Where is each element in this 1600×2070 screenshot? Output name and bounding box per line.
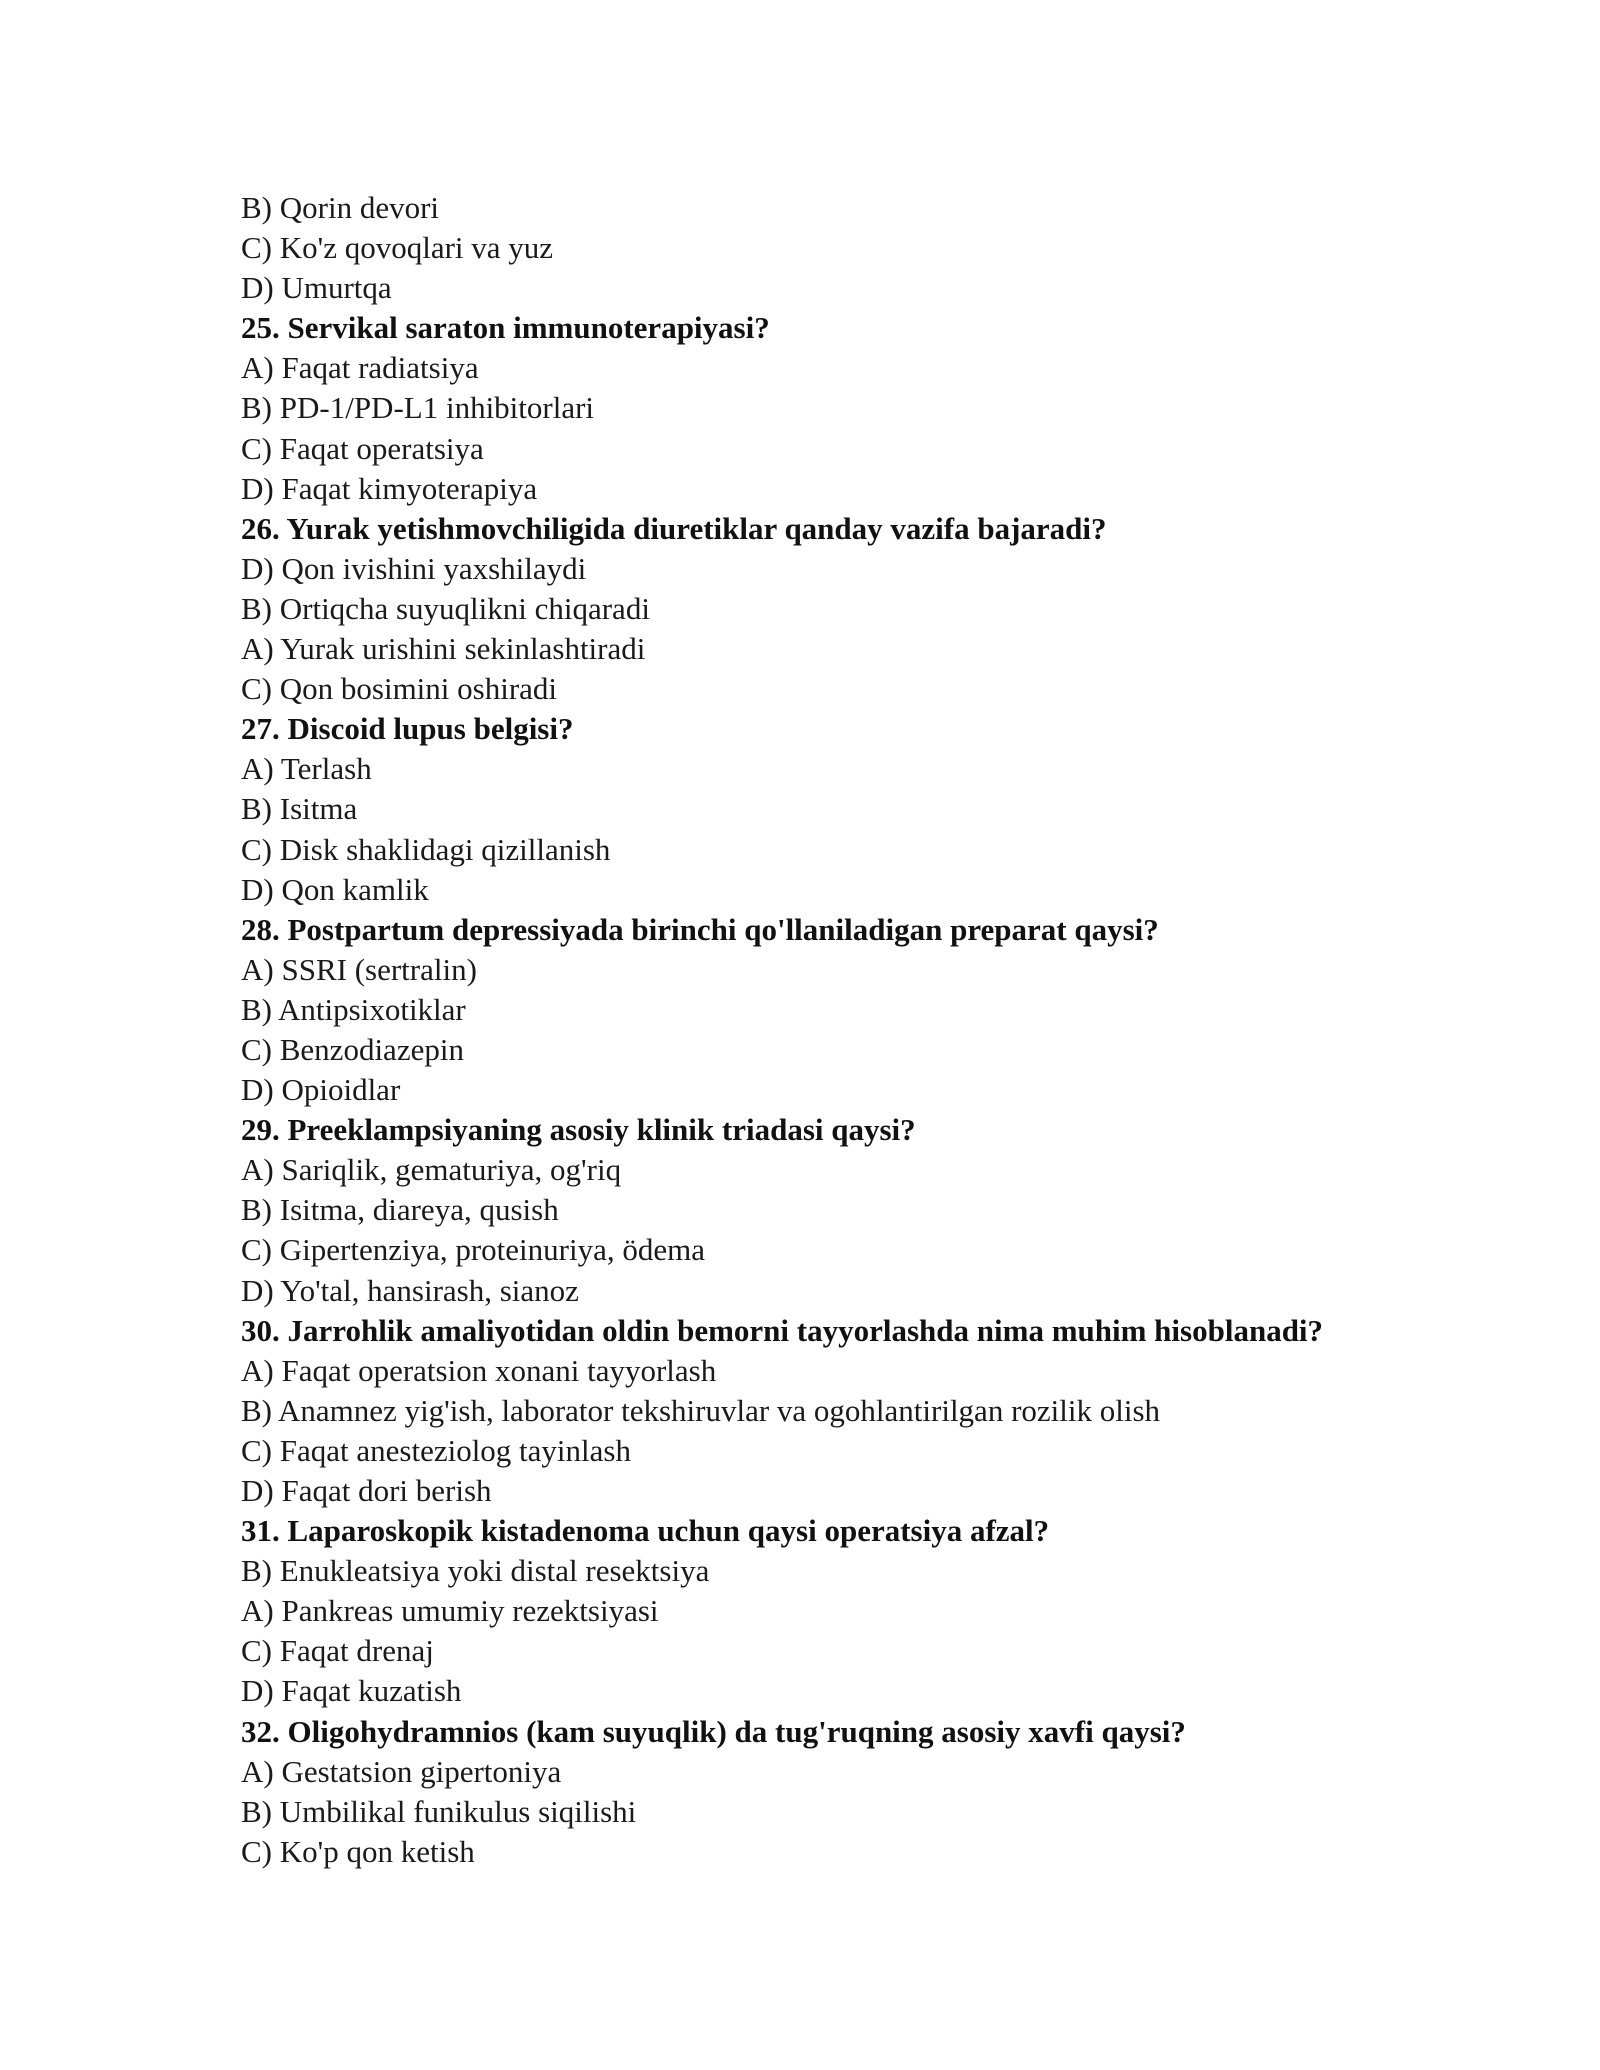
question-text: 29. Preeklampsiyaning asosiy klinik triadasi qaysi?: [241, 1112, 916, 1148]
question-block-29: [241, 1110, 1441, 1310]
question-block-28: [241, 910, 1441, 1110]
question-block-25: [241, 308, 1441, 508]
answer-option: B) Ortiqcha suyuqlikni chiqaradi: [241, 590, 650, 626]
answer-option: A) Gestatsion gipertoniya: [241, 1753, 562, 1789]
answer-option: C) Ko'z qovoqlari va yuz: [241, 230, 554, 266]
question-block-27: [241, 709, 1441, 909]
answer-option: D) Yo'tal, hansirash, sianoz: [241, 1272, 579, 1308]
answer-option: A) Terlash: [241, 751, 372, 787]
answer-option: D) Faqat kuzatish: [241, 1673, 462, 1709]
question-block-32: [241, 1712, 1441, 1872]
question-text: 28. Postpartum depressiyada birinchi qo'llaniladigan preparat qaysi?: [241, 911, 1159, 947]
question-block-31: [241, 1511, 1441, 1711]
question-text: 25. Servikal saraton immunoterapiyasi?: [241, 310, 770, 346]
answer-option: A) Pankreas umumiy rezektsiyasi: [241, 1593, 659, 1629]
answer-option: C) Ko'p qon ketish: [241, 1833, 475, 1869]
answer-option: B) Qorin devori: [241, 190, 440, 225]
answer-option: A) Faqat operatsion xonani tayyorlash: [241, 1352, 717, 1388]
answer-option: D) Opioidlar: [241, 1072, 401, 1108]
answer-option: D) Faqat kimyoterapiya: [241, 470, 538, 506]
question-block-30: [241, 1311, 1441, 1511]
answer-option: B) Antipsixotiklar: [241, 991, 466, 1027]
answer-option: D) Faqat dori berish: [241, 1473, 492, 1508]
answer-option: D) Qon ivishini yaxshilaydi: [241, 550, 587, 586]
answer-option: C) Disk shaklidagi qizillanish: [241, 831, 611, 867]
question-text: 32. Oligohydramnios (kam suyuqlik) da tug'ruqning asosiy xavfi qaysi?: [241, 1713, 1186, 1749]
answer-option: B) Isitma: [241, 791, 358, 827]
quiz-content: [241, 188, 1441, 1872]
answer-option: C) Faqat operatsiya: [241, 430, 484, 466]
answer-option: C) Gipertenziya, proteinuriya, ödema: [241, 1232, 705, 1268]
question-text: 31. Laparoskopik kistadenoma uchun qaysi operatsiya afzal?: [241, 1513, 1050, 1549]
question-text: 30. Jarrohlik amaliyotidan oldin bemorni tayyorlashda nima muhim hisoblanadi?: [241, 1312, 1324, 1348]
answer-option: B) Umbilikal funikulus siqilishi: [241, 1793, 637, 1829]
answer-option: B) Anamnez yig'ish, laborator tekshiruvlar va ogohlantirilgan rozilik olish: [241, 1392, 1161, 1428]
answer-option: A) SSRI (sertralin): [241, 951, 477, 987]
answer-option: B) Enukleatsiya yoki distal resektsiya: [241, 1553, 710, 1589]
answer-option: D) Umurtqa: [241, 270, 392, 306]
answer-option: B) Isitma, diareya, qusish: [241, 1192, 559, 1228]
answer-option: A) Faqat radiatsiya: [241, 350, 479, 386]
answer-option: B) PD-1/PD-L1 inhibitorlari: [241, 390, 595, 426]
question-text: 27. Discoid lupus belgisi?: [241, 711, 574, 747]
answer-option: D) Qon kamlik: [241, 871, 429, 907]
answer-option: C) Faqat drenaj: [241, 1633, 434, 1669]
answer-option: A) Sariqlik, gematuriya, og'riq: [241, 1152, 622, 1188]
answer-option: C) Qon bosimini oshiradi: [241, 671, 558, 707]
answer-option: A) Yurak urishini sekinlashtiradi: [241, 631, 646, 667]
leading-options: [241, 188, 1441, 308]
answer-option: C) Benzodiazepin: [241, 1031, 464, 1067]
answer-option: C) Faqat anesteziolog tayinlash: [241, 1432, 631, 1468]
question-block-26: [241, 509, 1441, 709]
question-text: 26. Yurak yetishmovchiligida diuretiklar qanday vazifa bajaradi?: [241, 510, 1107, 546]
